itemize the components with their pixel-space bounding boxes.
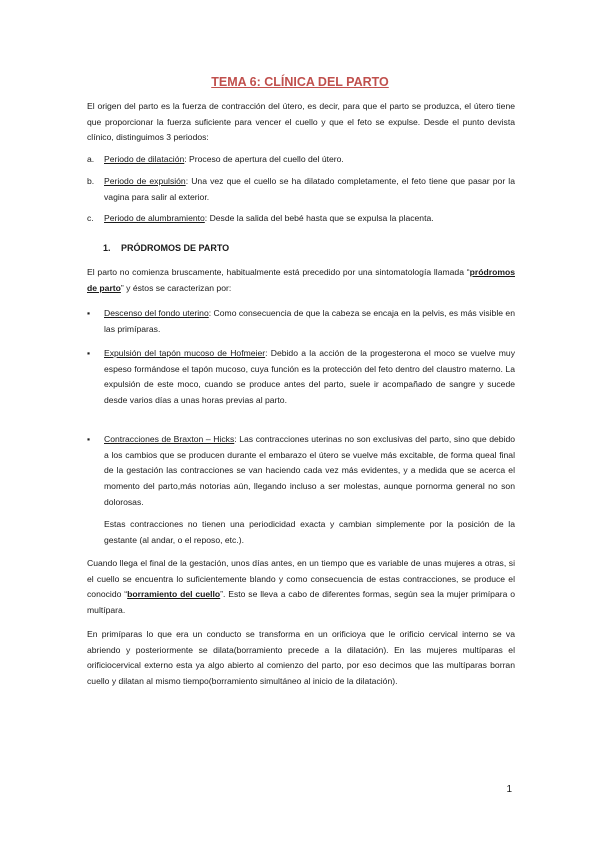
section-title: PRÓDROMOS DE PARTO [121, 243, 230, 253]
period-item-alumbramiento [87, 211, 515, 227]
braxton-note: Estas contracciones no tienen una periodicidad exacta y cambian simplemente por la posición de la gestante (al andar, o el reposo, etc.). [104, 519, 515, 545]
period-item-expulsion [87, 174, 515, 205]
bullet-term: Contracciones de Braxton – Hicks [104, 434, 235, 444]
borramiento-term: borramiento del cuello [127, 589, 221, 600]
bullet-text: : Como consecuencia de que la cabeza se encaja en la pelvis, es más visible en las primíparas. [104, 308, 515, 334]
primiparas-paragraph: En primíparas lo que era un conducto se transforma en un orificioya que le orificio cervical interno se va abriendo y posteriormente se dilata(borramiento precede a la dilatación). En las mujeres multíparas el orificiocervical externo esta ya algo abierto al comienzo del parto, por eso decimos que las multíparas borran cuello y dilatan al mismo tiempo(borramiento simultáneo al inicio de la dilatación). [87, 629, 515, 687]
period-text: : Proceso de apertura del cuello del útero. [184, 154, 344, 164]
page-number: 1 [506, 784, 512, 795]
intro-paragraph: El origen del parto es la fuerza de contracción del útero, es decir, para que el parto se produzca, el útero tiene que proporcionar la fuerza suficiente para vencer el cuello y que el feto se expulse. Desde el punto devista clínico, distinguimos 3 periodos: [87, 101, 515, 143]
list-marker: b. [87, 176, 95, 186]
bullet-tapon-mucoso [87, 346, 515, 409]
period-term: Periodo de dilatación [104, 154, 185, 164]
period-text: : Una vez que el cuello se ha dilatado completamente, el feto tiene que pasar por la vagina para salir al exterior. [104, 176, 515, 202]
period-term: Periodo de alumbramiento [104, 213, 205, 223]
bullet-icon: ▪ [87, 308, 91, 318]
section-number: 1. [103, 243, 111, 253]
bullet-term: Descenso del fondo uterino [104, 308, 209, 318]
bullet-braxton-hicks [87, 432, 515, 511]
period-text: : Desde la salida del bebé hasta que se expulsa la placenta. [204, 213, 434, 223]
prodromos-term: pródromos de parto [87, 267, 515, 293]
bullet-text: : Las contracciones uterinas no son exclusivas del parto, sino que debido a los cambios que se producen durante el embarazo el útero se vuelve más excitable, de forma queal final de la gestación las contracciones se van haciendo cada vez más evidentes, y a medida que se acerca el momento del parto,más notorias aún, llegando incluso a ser molestas, aunque pornorma general no son dolorosas. [104, 434, 516, 507]
period-item-dilatacion [87, 152, 515, 168]
period-term: Periodo de expulsión [104, 176, 186, 186]
page-title: TEMA 6: CLÍNICA DEL PARTO [211, 75, 389, 89]
final-gestacion-paragraph: Cuando llega el final de la gestación, unos días antes, en un tiempo que es variable de unas mujeres a otras, si el cuello se encuentra lo suficientemente blando y como consecuencia de estas contracciones, se produce el conocido “borramiento del cuello”. Esto se lleva a cabo de diferentes formas, según sea la mujer primípara o multípara. [87, 558, 515, 616]
bullet-icon: ▪ [87, 434, 91, 444]
prodromos-intro: El parto no comienza bruscamente, habitualmente está precedido por una sintomatología llamada “pródromos de parto” y éstos se caracterizan por: [87, 267, 515, 293]
bullet-text: : Debido a la acción de la progesterona el moco se vuelve muy espeso formándose el tapón mucoso, cuya función es la protección del feto dentro del claustro materno. La expulsión de este moco, cuando se produce antes del parto, suele ir acompañado de sangre y sucede desde varios días a unas horas previas al parto. [104, 348, 515, 406]
section-heading [103, 243, 229, 253]
list-marker: a. [87, 154, 95, 164]
bullet-term: Expulsión del tapón mucoso de Hofmeier [104, 348, 266, 358]
list-marker: c. [87, 213, 94, 223]
bullet-descenso [87, 306, 515, 337]
bullet-icon: ▪ [87, 348, 91, 358]
